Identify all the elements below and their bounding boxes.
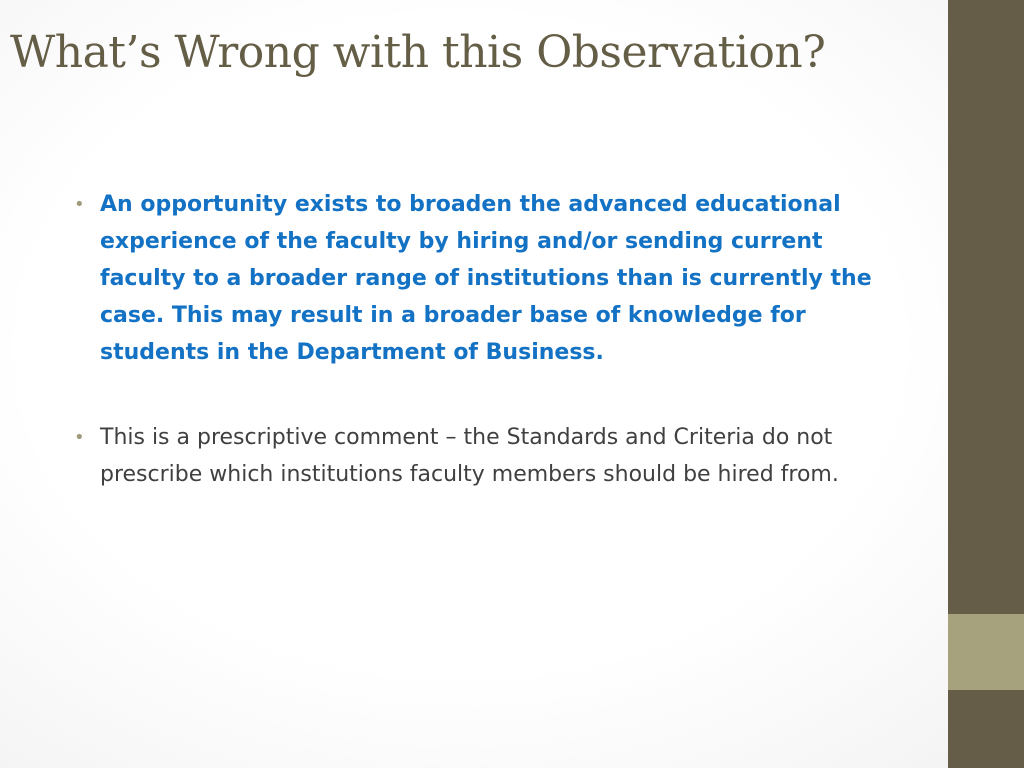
- bullet-text-explanation: This is a prescriptive comment – the Standards and Criteria do not prescribe which institutions faculty members should be hired from.: [100, 425, 839, 487]
- bullet-marker-icon: •: [74, 194, 85, 215]
- bullet-marker-icon: •: [74, 427, 85, 448]
- bullet-list: [74, 186, 900, 493]
- bullet-text-observation: An opportunity exists to broaden the advanced educational experience of the faculty by hiring and/or sending current faculty to a broader range of institutions than is currently the case. This may result in a broader base of knowledge for students in the Department of Business.: [100, 192, 872, 365]
- slide-content: [74, 186, 900, 541]
- decorative-side-accent: [948, 614, 1024, 690]
- slide-title: What’s Wrong with this Observation?: [10, 27, 826, 78]
- bullet-item-explanation: [74, 419, 900, 493]
- bullet-item-observation: [74, 186, 900, 371]
